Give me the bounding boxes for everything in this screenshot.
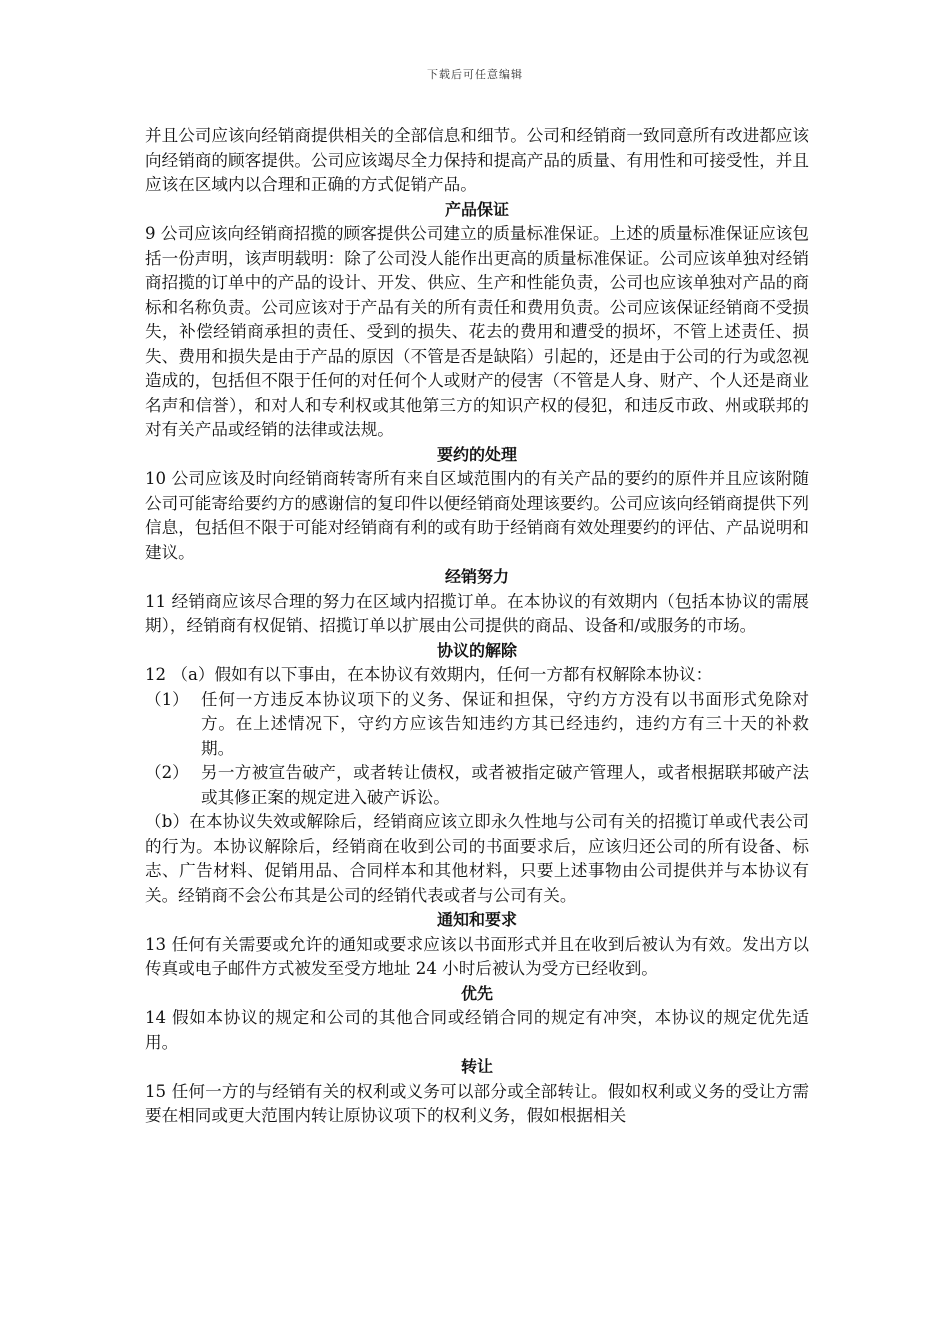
page-header-note: 下载后可任意编辑 — [427, 68, 523, 81]
paragraph-intro: 并且公司应该向经销商提供相关的全部信息和细节。公司和经销商一致同意所有改进都应该向经销商的顾客提供。公司应该竭尽全力保持和提高产品的质量、有用性和可接受性，并且应该在区域内以合理和正确的方式促销产品。 — [145, 126, 809, 194]
paragraph-clause-12b: （b）在本协议失效或解除后，经销商应该立即永久性地与公司有关的招揽订单或代表公司的行为。本协议解除后，经销商在收到公司的书面要求后，应该归还公司的所有设备、标志、广告材料、促销用品、合同样本和其他材料，只要上述事物由公司提供并与本协议有关。经销商不会公布其是公司的经销代表或者与公司有关。 — [145, 812, 809, 905]
paragraph-clause-12a: 12 （a）假如有以下事由，在本协议有效期内，任何一方都有权解除本协议： — [145, 665, 713, 684]
heading-distribution-efforts: 经销努力 — [444, 567, 509, 586]
list-item-text: 任何一方违反本协议项下的义务、保证和担保，守约方方没有以书面形式免除对方。在上述情况下，守约方应该告知违约方其已经违约，违约方有三十天的补救期。 — [201, 689, 809, 758]
list-item-text: 另一方被宣告破产，或者转让债权，或者被指定破产管理人，或者根据联邦破产法或其修正案的规定进入破产诉讼。 — [201, 763, 809, 807]
heading-offer-handling: 要约的处理 — [436, 444, 517, 464]
document-body — [145, 124, 809, 1129]
heading-priority: 优先 — [460, 983, 493, 1003]
heading-assignment: 转让 — [460, 1057, 493, 1076]
list-item-number: （1） — [145, 689, 189, 709]
paragraph-clause-15: 15 任何一方的与经销有关的权利或义务可以部分或全部转让。假如权利或义务的受让方需要在相同或更大范围内转让原协议项下的权利义务，假如根据相关 — [145, 1081, 809, 1125]
paragraph-clause-10: 10 公司应该及时向经销商转寄所有来自区域范围内的有关产品的要约的原件并且应该附随公司可能寄给要约方的感谢信的复印件以便经销商处理该要约。公司应该向经销商提供下列信息，包括但不限于可能对经销商有利的或有助于经销商有效处理要约的评估、产品说明和建议。 — [145, 469, 809, 562]
list-item-number: （2） — [145, 763, 189, 782]
paragraph-clause-9: 9 公司应该向经销商招揽的顾客提供公司建立的质量标准保证。上述的质量标准保证应该包括一份声明，该声明载明：除了公司没人能作出更高的质量标准保证。公司应该单独对经销商招揽的订单中的产品的设计、开发、供应、生产和性能负责，公司也应该单独对产品的商标和名称负责。公司应该对于产品有关的所有责任和费用负责。公司应该保证经销商不受损失，补偿经销商承担的责任、受到的损失、花去的费用和遭受的损坏，不管上述责任、损失、费用和损失是由于产品的原因（不管是否是缺陷）引起的，还是由于公司的行为或忽视造成的，包括但不限于任何的对任何个人或财产的侵害（不管是人身、财产、个人还是商业名声和信誉），和对人和专利权或其他第三方的知识产权的侵犯，和违反市政、州或联邦的对有关产品或经销的法律或法规。 — [145, 224, 809, 439]
heading-product-warranty: 产品保证 — [444, 199, 509, 219]
paragraph-clause-14: 14 假如本协议的规定和公司的其他合同或经销合同的规定有冲突，本协议的规定优先适用。 — [145, 1008, 809, 1052]
paragraph-clause-11: 11 经销商应该尽合理的努力在区域内招揽订单。在本协议的有效期内（包括本协议的需展期），经销商有权促销、招揽订单以扩展由公司提供的商品、设备和/或服务的市场。 — [145, 591, 809, 635]
list-item-termination-1 — [145, 688, 809, 762]
list-item-termination-2 — [145, 761, 809, 810]
heading-termination: 协议的解除 — [436, 640, 517, 660]
heading-notices: 通知和要求 — [436, 910, 517, 929]
paragraph-clause-13: 13 任何有关需要或允许的通知或要求应该以书面形式并且在收到后被认为有效。发出方以传真或电子邮件方式被发至受方地址 24 小时后被认为受方已经收到。 — [145, 934, 809, 978]
